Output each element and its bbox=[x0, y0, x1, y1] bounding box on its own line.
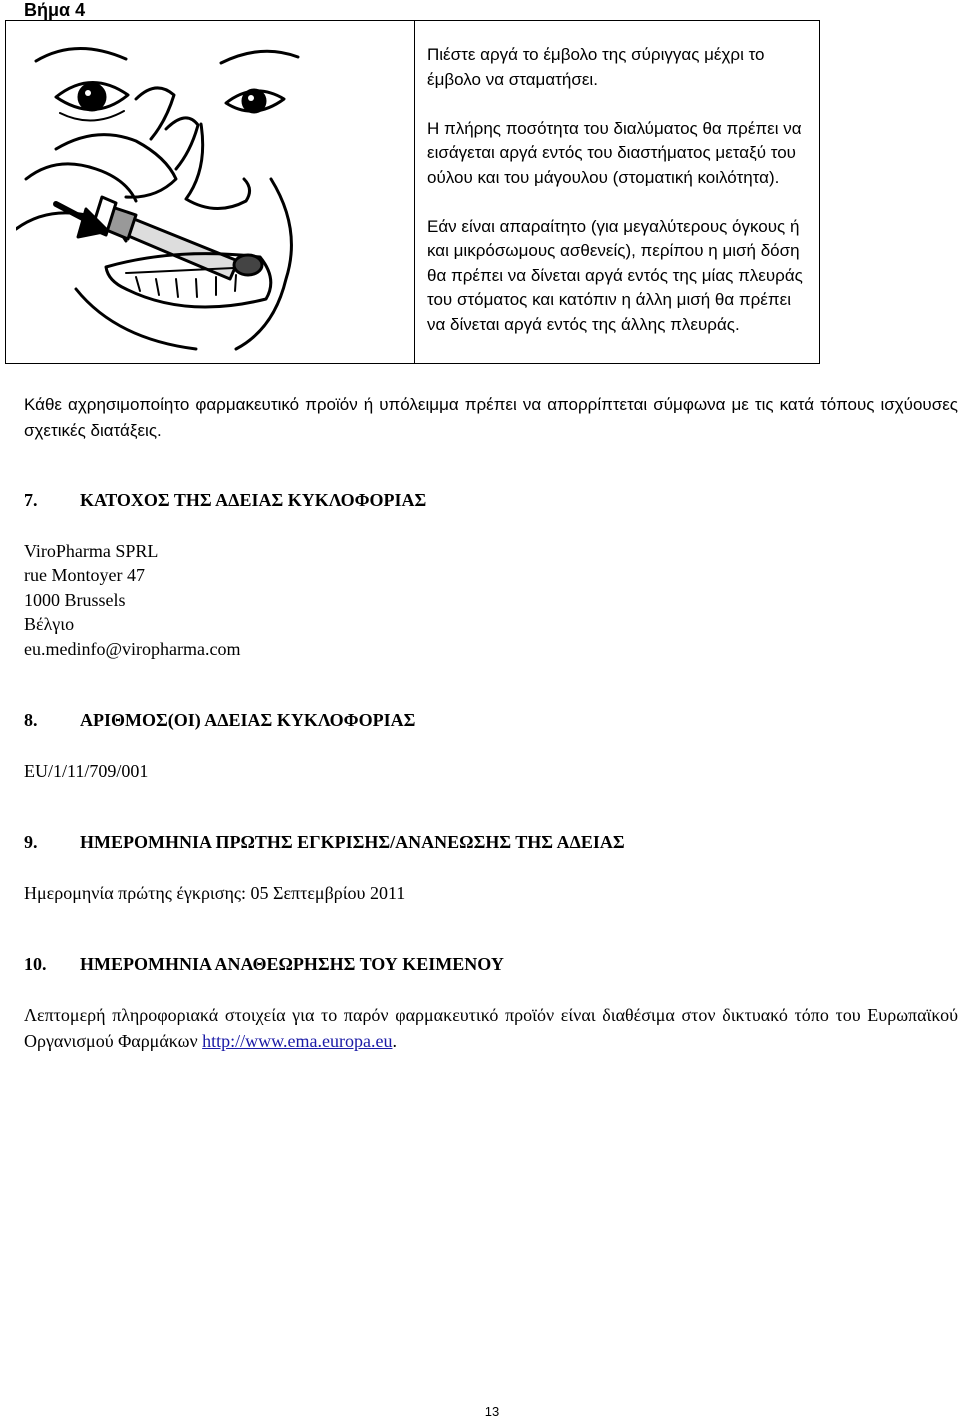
section-8-number: 8. bbox=[24, 710, 38, 730]
ema-info-text-end: . bbox=[392, 1031, 397, 1051]
section-10-heading bbox=[24, 954, 504, 975]
step-instructions bbox=[427, 43, 812, 362]
step-paragraph-2: Η πλήρης ποσότητα του διαλύματος θα πρέπει να εισάγεται αργά εντός του διαστήματος μεταξύ του ούλου και του μάγουλου (στοματική κοιλότητα). bbox=[427, 118, 802, 187]
section-10-number: 10. bbox=[24, 954, 47, 974]
section-7-heading bbox=[24, 490, 426, 511]
step-box bbox=[5, 20, 820, 364]
section-8-title: ΑΡΙΘΜΟΣ(ΟΙ) ΑΔΕΙΑΣ ΚΥΚΛΟΦΟΡΙΑΣ bbox=[80, 710, 416, 730]
step-paragraph-3: Εάν είναι απαραίτητο (για μεγαλύτερους όγκους ή και μικρόσωμους ασθενείς), περίπου η μισή δόση θα πρέπει να δίνεται αργά εντός της μίας πλευράς του στόματος και κατόπιν η άλλη μισή θα πρέπει να δίνεται αργά εντός της άλλης πλευράς. bbox=[427, 216, 803, 334]
ema-info-text bbox=[24, 1002, 958, 1054]
section-7-number: 7. bbox=[24, 490, 38, 510]
first-authorisation-date: Ημερομηνία πρώτης έγκρισης: 05 Σεπτεμβρίου 2011 bbox=[24, 883, 406, 903]
holder-city: 1000 Brussels bbox=[24, 590, 126, 610]
section-7-title: ΚΑΤΟΧΟΣ ΤΗΣ ΑΔΕΙΑΣ ΚΥΚΛΟΦΟΡΙΑΣ bbox=[80, 490, 427, 510]
ema-link[interactable]: http://www.ema.europa.eu bbox=[202, 1031, 393, 1051]
section-9-number: 9. bbox=[24, 832, 38, 852]
section-9-title: ΗΜΕΡΟΜΗΝΙΑ ΠΡΩΤΗΣ ΕΓΚΡΙΣΗΣ/ΑΝΑΝΕΩΣΗΣ ΤΗΣ ΑΔΕΙΑΣ bbox=[80, 832, 625, 852]
step-title: Βήμα 4 bbox=[24, 0, 86, 20]
ema-info-text-body: Λεπτομερή πληροφοριακά στοιχεία για το παρόν φαρμακευτικό προϊόν είναι διαθέσιμα στον δικτυακό τόπο του Ευρωπαϊκού Οργανισμού Φαρμάκων bbox=[24, 1005, 958, 1051]
step-box-divider bbox=[414, 21, 415, 363]
holder-street: rue Montoyer 47 bbox=[24, 565, 145, 585]
section-10-title: ΗΜΕΡΟΜΗΝΙΑ ΑΝΑΘΕΩΡΗΣΗΣ ΤΟΥ ΚΕΙΜΕΝΟΥ bbox=[80, 954, 504, 974]
step-paragraph-1: Πιέστε αργά το έμβολο της σύριγγας μέχρι το έμβολο να σταματήσει. bbox=[427, 45, 765, 89]
section-8-heading bbox=[24, 710, 415, 731]
holder-country: Βέλγιο bbox=[24, 614, 75, 634]
holder-email: eu.medinfo@viropharma.com bbox=[24, 639, 241, 659]
disposal-text: Κάθε αχρησιμοποίητο φαρμακευτικό προϊόν ή υπόλειμμα πρέπει να απορρίπτεται σύμφωνα με τις κατά τόπους ισχύουσες σχετικές διατάξεις. bbox=[24, 395, 958, 440]
authorisation-number: EU/1/11/709/001 bbox=[24, 761, 149, 781]
section-9-heading bbox=[24, 832, 625, 853]
page-number: 13 bbox=[484, 1404, 500, 1419]
holder-name: ViroPharma SPRL bbox=[24, 541, 159, 561]
buccal-syringe-illustration-icon bbox=[16, 29, 306, 359]
